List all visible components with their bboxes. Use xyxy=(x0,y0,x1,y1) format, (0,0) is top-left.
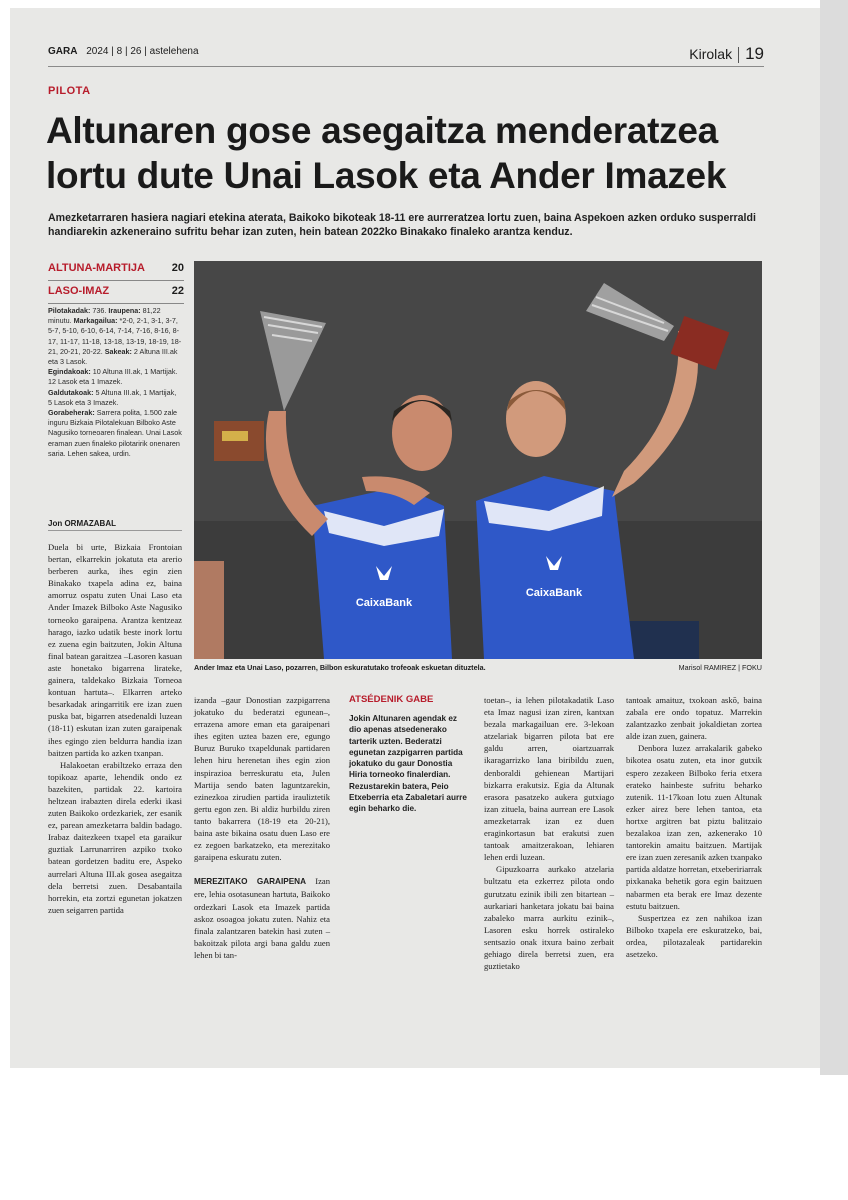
paragraph xyxy=(194,875,330,961)
scoreboard xyxy=(48,258,184,304)
left-arm xyxy=(194,561,224,659)
page-header xyxy=(48,44,764,67)
team-name: ALTUNA-MARTIJA xyxy=(48,262,145,274)
paragraph: Denbora luzez arrakalarik gabeko bikotea osatu zuten, eta inor gutxik espero zezakeen Bilboko feria etxera erateko hainbeste sufritu beharko zutenik. 11-17koan lotu zuen Altunak ezker airez bere lehen tantoa, eta hortxe argitren bat piztu balitzaio bezalakoa izan zen, azkenerako 10 tantorekin amaitu baitzuen. Martijak ere izan zuen zeresanik azken txanpako partida aldatze horretan, etxebeririarrak pixkanaka behetik gora egin baitzuen nabarmen eta berak ere Imaz dezente estutu baitzuen. xyxy=(626,743,762,911)
stat-label: Markagailua: xyxy=(73,316,118,326)
article-photo xyxy=(194,261,762,659)
header-left xyxy=(48,46,199,57)
body-column xyxy=(48,541,182,916)
subheading: MEREZITAKO GARAIPENA xyxy=(194,877,306,887)
body-column xyxy=(626,694,762,960)
stat-value: Sarrera polita, 1.500 zale inguru Bizkaia Pilotalekuan Bilboko Aste Nagusiko torneoaren finalean. Unai Lasok eraman zuen finaleko pilotaririk onenaren saria. Lehen sakea, urdin. xyxy=(48,408,182,458)
body-column xyxy=(194,694,330,961)
stat-label: Gorabeherak: xyxy=(48,408,95,418)
sidebar-title: ATSÉDENIK GABE xyxy=(349,694,434,705)
header-divider xyxy=(738,47,739,63)
stat-value: 81,22 minutu. xyxy=(48,306,161,326)
stat-value: *2-0, 2-1, 3-1, 3-7, 5-7, 5-10, 6-10, 6-14, 7-14, 7-16, 8-16, 8-17, 11-17, 11-18, 13-18, 13-19, 18-19, 18-21, 20-21, 20-22. xyxy=(48,316,182,356)
match-stats xyxy=(48,306,182,459)
stats-line xyxy=(48,367,182,387)
stat-label: Sakeak: xyxy=(104,346,132,356)
stat-value: 10 Altuna III.ak, 1 Martijak. 12 Lasok eta 1 Imazek. xyxy=(48,367,178,387)
team-points: 20 xyxy=(171,262,184,274)
stat-label: Pilotakadak: xyxy=(48,306,91,315)
section-kicker: PILOTA xyxy=(48,85,91,97)
issue-date: 2024 | 8 | 26 | astelehena xyxy=(86,46,199,57)
photo-credit: Marisol RAMIREZ | FOKU xyxy=(678,663,762,672)
article-subhead: Amezketarraren hasiera nagiari etekina aterata, Baikoko bikoteak 18-11 ere aurreratzea lortu zuen, baina Aspekoen azken orduko susperraldi handiarekin azkeneraino sufritu behar izan zuten, hein batean 2022ko Binakako finaleko arantza kenduz. xyxy=(48,212,756,238)
article-headline: Altunaren gose asegaitza menderatzea lortu dute Unai Lasok eta Ander Imazek xyxy=(46,110,727,196)
right-shirt-logo: CaixaBank xyxy=(525,587,583,599)
score-row xyxy=(48,258,184,281)
paper-name: GARA xyxy=(48,46,78,57)
paragraph: izanda –gaur Donostian zazpigarrena jokatuko du bederatzi egunean–, errazena amore eman eta garaipenari ihes egiten uztea bazen ere, egungo Buruz Buruko txapeldunak partidaren lehen hiru herenetan ihes egin zion inspirazioa berreskuratu eta, Julen Martija sendo baten laguntzarekin, ezinezkoa zirudien partida irauliztetik gertu egon zen. Bi aldiz hurbildu ziren tanto bakarrera (18-19 eta 20-21), baina aste bikaina osatu duen Laso ere ez zegoen barkatzeko, eta merezitako garaipena eskuratu zuten. xyxy=(194,695,330,863)
team-points: 22 xyxy=(171,285,184,297)
stats-line xyxy=(48,306,182,367)
paragraph: Halakoetan erabiltzeko erraza den topikoaz aparte, lehendik ondo ez bazekiten, partidak 22. kartoira heltzean irabazten direla ederki ikasi zuten Baikoko ordezkariek, zer esanik ez, parean amezketarra baldin badago. Irabaz daitezkeen txapel eta garaikur guztiak Larrunarriren azpiko txoko batean gordetzen baditu ere, Aspeko aurrelari Altuna III.ak gosea asegaitza dela berretsi zuen. Desabantaila horrekin, eta zortzi egunetan jokatzen zuen seigarren partida xyxy=(48,759,182,915)
paragraph-text: Izan ere, lehia osotasunean hartuta, Baikoko ordezkari Lasok eta Imazek partida askoz osoagoa jokatu zuten. Nahiz eta finala zalantzaren batekin hasi zuten –bakoitzak pilota argi bana galdu zuen lehen bi tan- xyxy=(194,876,331,960)
stat-label: Iraupena: xyxy=(108,306,141,315)
stats-line xyxy=(48,388,182,408)
paragraph: toetan–, ia lehen pilotakadatik Laso eta Imaz nagusi izan ziren, kantxan bezala markagailuan ere. 3-lekoan atzelariak bigarren pilota bat ere galdu arren, oiartzuarrak ikaragarrizko lana biribildu zuen, denboraldi gehienean Martijari bizkarra erakutsiz. Egia da Altunak erasora pasatzeko aukera gutxiago izan zituela, baina aurrean ere Lasok amezketarrak izan ez duen eraginkortasun bat erakutsi zuen tantoak amaitzerakoan, lehiaren lehen erdi luzean. xyxy=(484,695,614,863)
stat-label: Galdutakoak: xyxy=(48,387,94,397)
paragraph: Suspertzea ez zen nahikoa izan Bilboko txapela ere eskuratzeko, bai, ordea, pilotazaleak partidarekin asetzeko. xyxy=(626,912,762,959)
stat-value: 5 Altuna III.ak, 1 Martijak, 5 Lasok eta 3 Imazek. xyxy=(48,387,177,407)
paragraph: Gipuzkoarra aurkako atzelaria bultzatu eta ezkerrez pilota ondo gurutzatu ezinik ibili zen bitartean –aurkariari hanketara jokatu bai baina zabaleko marra aurkitu ezinik–, Lasoren esku horrek ostiraleko sentsazio onak itxura baino zerbait gehiago direla berretsi zuen, era guztietako xyxy=(484,864,614,972)
team-name: LASO-IMAZ xyxy=(48,285,110,297)
photo-illustration xyxy=(194,261,762,659)
page-edge xyxy=(820,0,848,1075)
paragraph: Duela bi urte, Bizkaia Frontoian bertan, elkarrekin jokatuta eta arerio berberen aurka, ihes egin zien Binakako txapela adina ez, baina amorruz ospatu zuten Unai Laso eta Ander Imazek Bilboko Aste Nagusiko torneoko garaipena. Arantza kentzeaz harago, iazko udatik beste inork lortu ez zuena egin baitzuten, Jokin Altuna final batean garaitzea –Lasoren kasuan aste honetako bigarrena lirateke, gainera, taldekako Bizkaia Torneoa kontuan hartuta–. Elkarren arteko besarkadak aringarritik ere izan zuen puska bat, bigarren atsedenaldi luzean (18-11) eskutan izan zuten garaipenak ihes egingo zien beldurra handia izan baitzen partida ko azken txanpan. xyxy=(48,542,182,758)
stat-value: 736. xyxy=(90,306,109,315)
photo-caption xyxy=(194,663,762,672)
stat-label: Egindakoak: xyxy=(48,367,91,377)
stat-value: 2 Altuna III.ak eta 3 Lasok. xyxy=(48,346,178,367)
page-number: 19 xyxy=(745,44,764,63)
body-column xyxy=(484,694,614,972)
score-row xyxy=(48,281,184,304)
left-player-shirt xyxy=(312,486,452,659)
sidebar-box xyxy=(349,694,471,815)
header-right xyxy=(689,44,764,64)
left-shirt-logo: CaixaBank xyxy=(355,597,413,609)
stats-line xyxy=(48,408,182,459)
caption-text: Ander Imaz eta Unai Laso, pozarren, Bilbon eskuratutako trofeoak eskuetan dituztela. xyxy=(194,663,486,672)
sidebar-text: Jokin Altunaren agendak ez dio apenas atsedenerako tarterik uzten. Bederatzi egunetan zazpigarren partida jokatuko du gaur Donostia Hiria torneoko finalerdian. Rezustarekin batera, Peio Etxeberria eta Zabaletari aurre egin beharko die. xyxy=(349,714,467,814)
left-trophy-plaque xyxy=(222,431,248,441)
section-name: Kirolak xyxy=(689,46,733,62)
right-player-face xyxy=(506,381,566,457)
byline: Jon ORMAZABAL xyxy=(48,519,182,531)
paragraph: tantoak amaituz, txokoan askō, baina zabala ere ondo topatuz. Marrekin zalantzazko zenbait jokaldietan zortea alde izan zuen, gainera. xyxy=(626,695,762,742)
